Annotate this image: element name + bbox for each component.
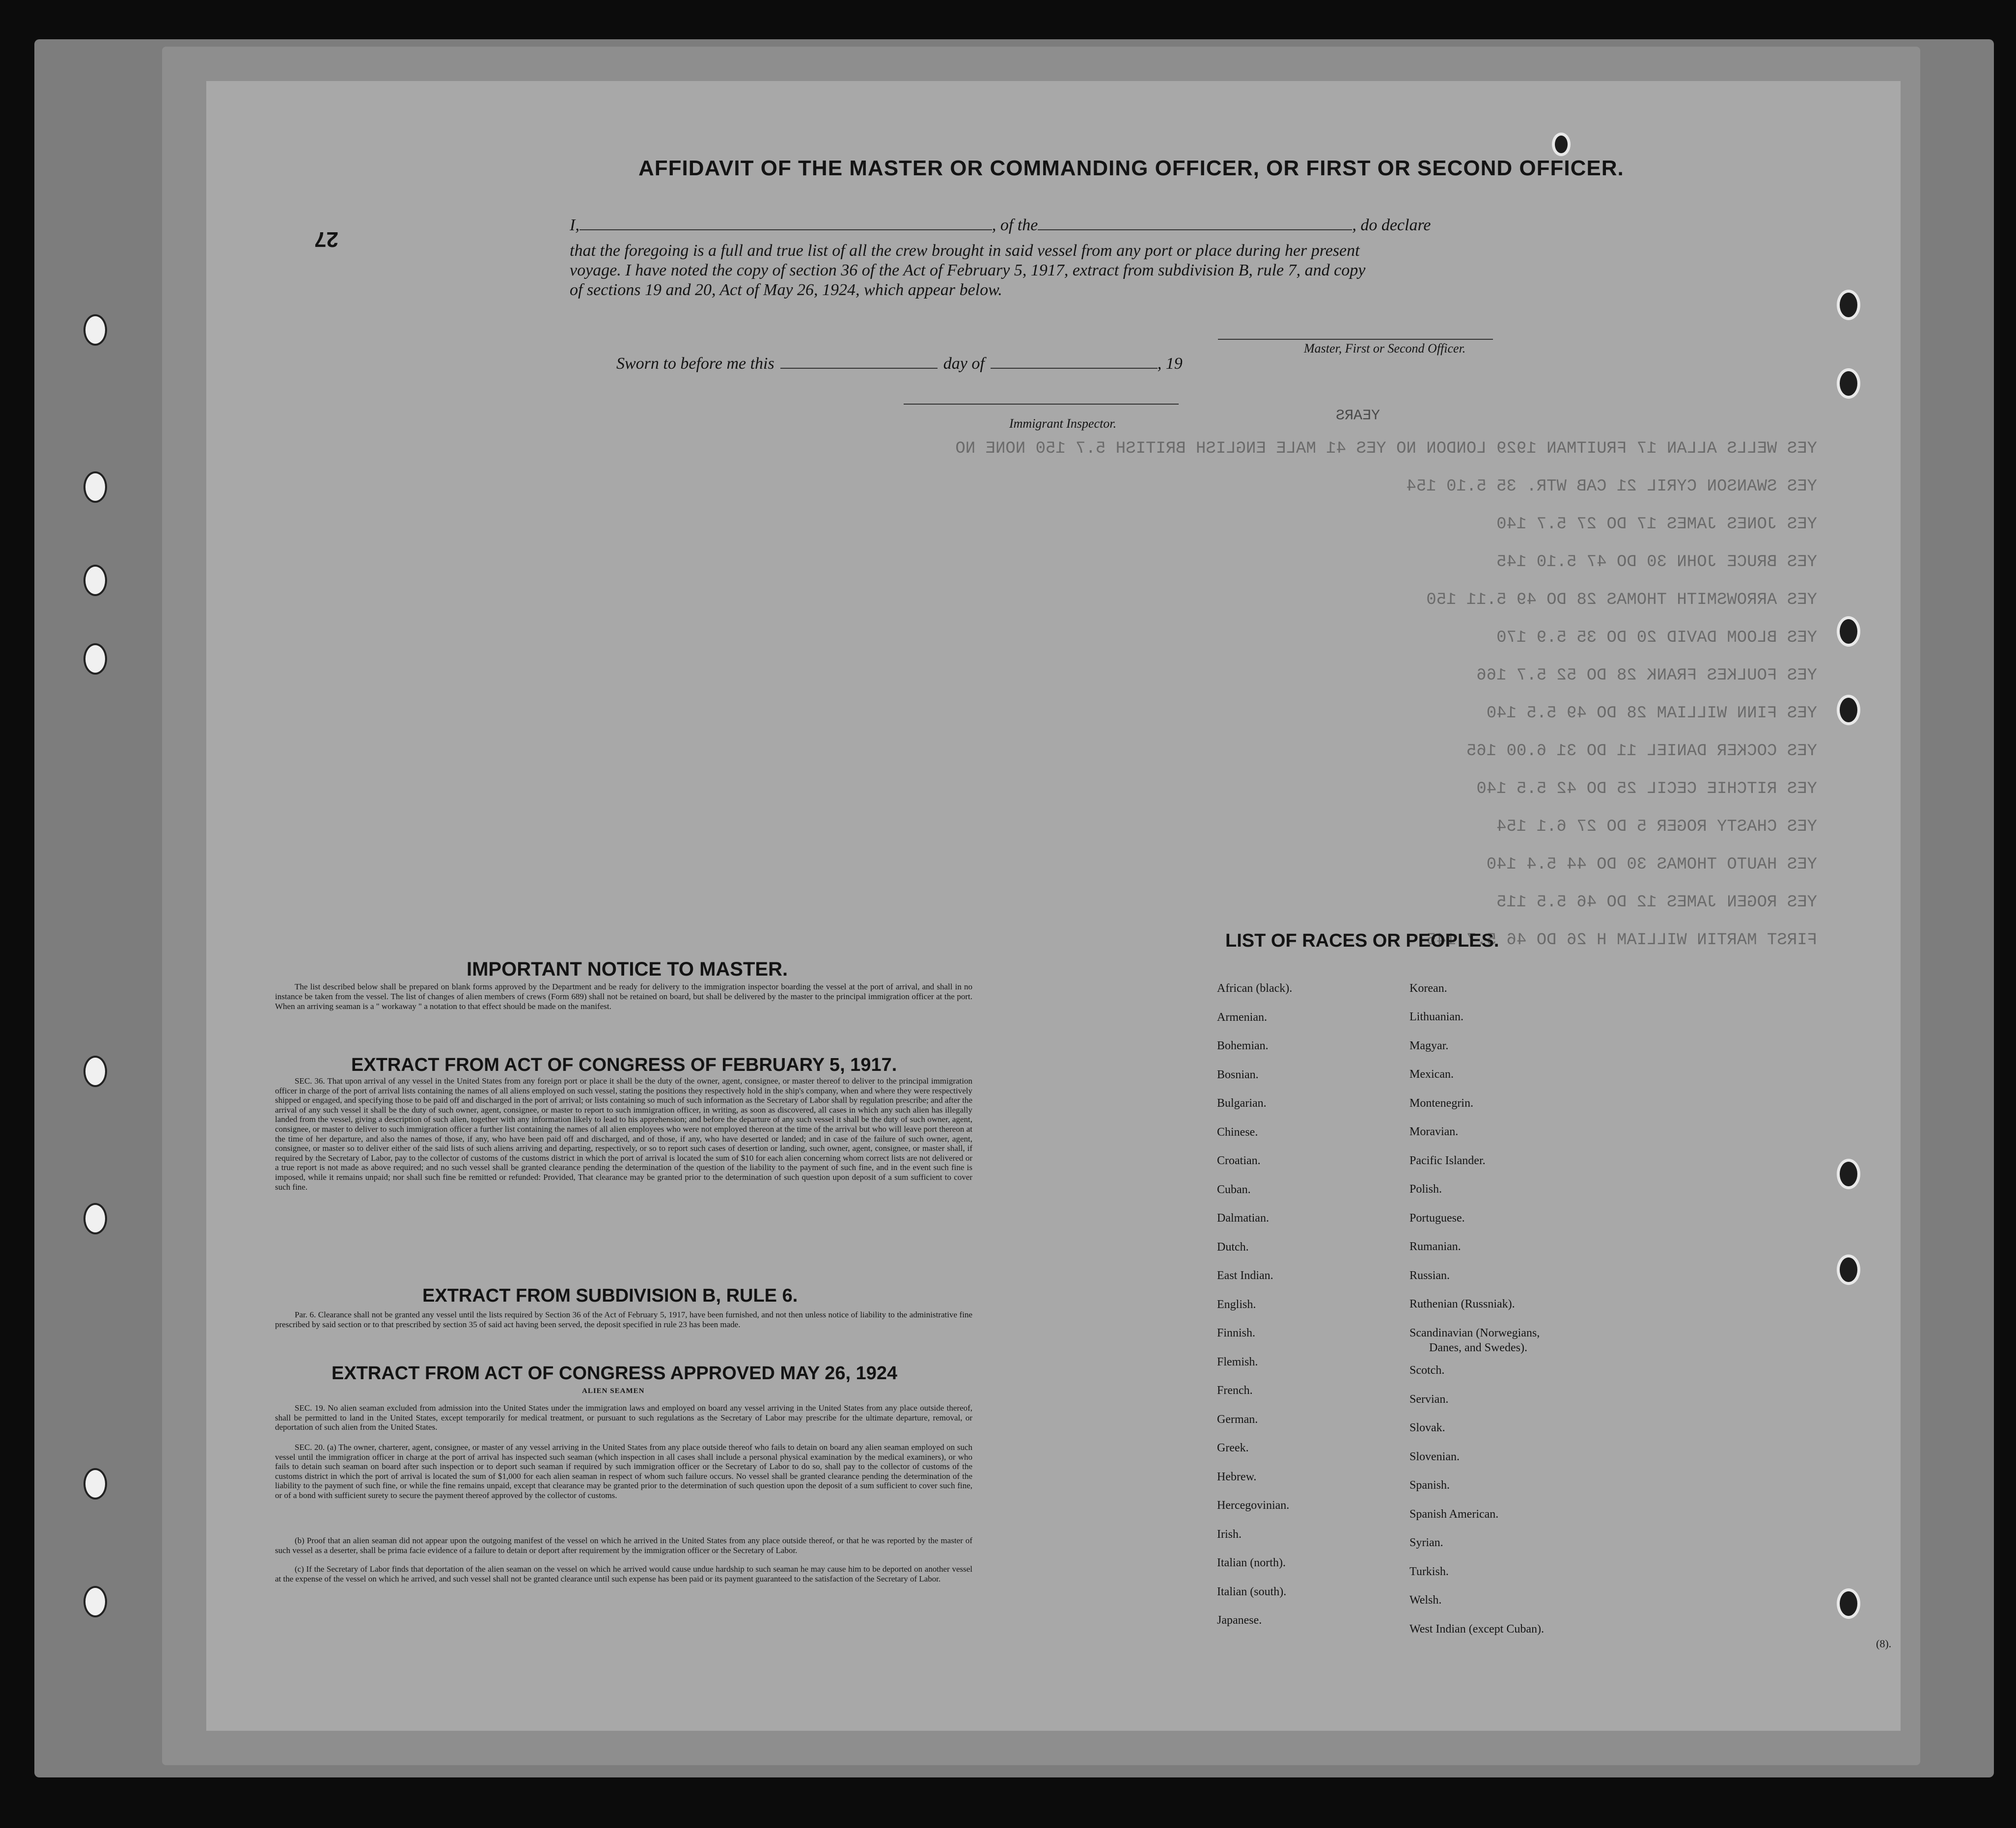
corner-mark: (8). (1876, 1637, 1892, 1650)
race-item: Servian. (1409, 1393, 1449, 1406)
race-item: Mexican. (1409, 1068, 1454, 1081)
race-item: Korean. (1409, 982, 1447, 995)
race-item: Cuban. (1217, 1183, 1251, 1196)
extract-1917-body: SEC. 36. That upon arrival of any vessel in the United States from any foreign port or place it shall be the duty of the owner, agent, consignee, or master thereof to deliver to the principal immigration officer in charge of the port of arrival lists containing the names of all aliens employed on such vessel, stating the positions they respectively hold in the ship's company, when and where they were respectively shipped or engaged, and specifying those to be paid off and discharged in the port of arrival; or lists containing so much of such information as the Secretary of Labor shall by regulation prescribe; and after the arrival of any such vessel it shall be the duty of such owner, agent, consignee, or master to report to such immigration officer, in writing, as soon as discovered, all cases in which any such alien has illegally landed from the vessel, giving a description of such alien, together with any information likely to lead to his apprehension; and before the departure of any such vessel it shall be the duty of such owner, agent, consignee, or master to deliver to such immigration officer a further list containing the names of all alien employees who were not employed thereon at the time of the arrival but who will leave port thereon at the time of her departure, and also the names of those, if any, who have been paid off and discharged, and of those, if any, who have deserted or landed; and in case of the failure of such owner, agent, consignee, or master so to deliver either of the said lists of such aliens arriving and departing, respectively, or so to report such cases of desertion or landing, such owner, agent, consignee, or master shall, if required by the Secretary of Labor, pay to the collector of customs of the customs district in which the port of arrival is located the sum of $10 for each alien concerning whom correct lists are not delivered or a true report is not made as above required; and no such vessel shall be granted clearance pending the determination of the question of the liability to the payment of such fine, and in the event such fine is imposed, while it remains unpaid; nor shall such fine be remitted or refunded: Provided, That clearance may be granted prior to the determination of such question upon deposit of a sum sufficient to cover such fine. (275, 1076, 972, 1192)
race-item: Portuguese. (1409, 1212, 1465, 1225)
race-item: West Indian (except Cuban). (1409, 1623, 1544, 1636)
race-item: Rumanian. (1409, 1240, 1461, 1253)
bleed-through-row: YES CHASTY ROGER 5 DO 27 6.1 154 (1496, 818, 1817, 836)
race-item: Syrian. (1409, 1536, 1443, 1549)
punch-hole-icon (83, 1203, 107, 1234)
race-item: Moravian. (1409, 1125, 1459, 1138)
race-item: German. (1217, 1413, 1258, 1426)
inspector-signature-line[interactable] (904, 404, 1179, 405)
race-item: Scandinavian (Norwegians, (1409, 1327, 1540, 1339)
punch-hole-icon (83, 471, 107, 503)
notice-title: IMPORTANT NOTICE TO MASTER. (467, 958, 788, 980)
punch-hole-icon (83, 643, 107, 675)
affidavit-declare: , do declare (1352, 216, 1431, 234)
race-item: Hercegovinian. (1217, 1499, 1290, 1512)
race-item: Irish. (1217, 1528, 1242, 1541)
alien-seamen-caption: ALIEN SEAMEN (582, 1387, 645, 1395)
race-item: Scotch. (1409, 1364, 1445, 1377)
race-item: African (black). (1217, 982, 1293, 995)
race-item: Finnish. (1217, 1327, 1256, 1339)
extract-1924-sec20c: (c) If the Secretary of Labor finds that deportation of the alien seaman on the vessel on which he arrived would cause undue hardship to such seaman he may cause him to be deported on another vessel at the expense of the vessel on which he arrived, and such vessel shall not be granted clearance until such expense has been paid or its payment guaranteed to the satisfaction of the Secretary of Labor. (275, 1564, 972, 1583)
race-item: Bosnian. (1217, 1068, 1259, 1081)
race-item: Danes, and Swedes). (1429, 1341, 1527, 1354)
bleed-through-row: YES BLOOM DAVID 20 DO 35 5.9 170 (1496, 628, 1817, 647)
bleed-through-row: YES ROGEN JAMES 12 DO 46 5.5 115 (1496, 893, 1817, 912)
race-item: Dalmatian. (1217, 1212, 1269, 1225)
bleed-through-row: YES FOULKES FRANK 28 DO 52 5.7 166 (1476, 666, 1817, 685)
year-prefix: , 19 (1157, 355, 1183, 373)
affidavit-title: AFFIDAVIT OF THE MASTER OR COMMANDING OFFICER, OR FIRST OR SECOND OFFICER. (638, 156, 1624, 180)
race-item: Spanish American. (1409, 1508, 1499, 1521)
races-title: LIST OF RACES OR PEOPLES. (1225, 930, 1499, 951)
affidavit-line-1 (570, 216, 1431, 235)
signature-caption: Master, First or Second Officer. (1304, 341, 1466, 355)
name-blank[interactable] (580, 218, 992, 230)
punch-hole-icon (1837, 695, 1860, 725)
notice-body: The list described below shall be prepared on blank forms approved by the Department and be ready for delivery to the immigration inspector boarding the vessel at the port of arrival, and shall in no instance be taken from the vessel. The list of changes of alien members of crews (Form 689) shall not be retained on board, but shall be delivered by the master to the principal immigration officer at the port. When an arriving seaman is a " workaway " a notation to that effect should be made on the manifest. (275, 982, 972, 1011)
punch-hole-icon (1837, 1159, 1860, 1189)
punch-hole-icon (83, 1468, 107, 1500)
race-item: Pacific Islander. (1409, 1154, 1486, 1167)
bleed-through-row: YES FINN WILLIAM 28 DO 49 5.5 140 (1486, 704, 1817, 723)
inspector-caption: Immigrant Inspector. (1009, 416, 1117, 431)
bleed-through-row: YES BRUCE JOHN 30 DO 47 5.10 145 (1496, 553, 1817, 572)
extract-1924-sec19: SEC. 19. No alien seaman excluded from admission into the United States under the immigration laws and employed on board any vessel arriving in the United States from any place outside thereof, shall be permitted to land in the United States, except temporarily for medical treatment, or pursuant to such regulations as the Secretary of Labor may prescribe for the ultimate departure, removal, or deportation of such alien from the United States. (275, 1403, 972, 1432)
race-item: Ruthenian (Russniak). (1409, 1298, 1515, 1310)
affidavit-line-2: that the foregoing is a full and true list of all the crew brought in said vessel from any port or place during her present (570, 242, 1360, 260)
extract-1917-title: EXTRACT FROM ACT OF CONGRESS OF FEBRUARY 5, 1917. (351, 1055, 897, 1075)
signature-line[interactable] (1218, 339, 1493, 340)
race-item: English. (1217, 1298, 1256, 1311)
race-item: Dutch. (1217, 1240, 1249, 1254)
day-of-text: day of (943, 355, 985, 373)
race-item: Bohemian. (1217, 1039, 1269, 1052)
race-item: Greek. (1217, 1442, 1249, 1454)
race-item: Turkish. (1409, 1565, 1449, 1578)
punch-hole-icon (1837, 616, 1860, 647)
bleed-through-row: FIRST MARTIN WILLIAM H 26 DO 46 5.7 145 (1426, 931, 1817, 950)
bleed-through-row: YES SWANSON CYRIL 21 CAB WTR. 35 5.10 154 (1406, 477, 1817, 496)
bleed-through-row: YES ARROWSMITH THOMAS 28 DO 49 5.11 150 (1426, 591, 1817, 609)
punch-hole-icon (1837, 1588, 1860, 1619)
race-item: Russian. (1409, 1269, 1450, 1282)
bleed-through-row: YES HAUTO THOMAS 30 DO 44 5.4 140 (1486, 855, 1817, 874)
extract-rule6-body: Par. 6. Clearance shall not be granted any vessel until the lists required by Section 36 of the Act of February 5, 1917, have been furnished, and not then unless notice of liability to the administrative fine prescribed by said section or to that prescribed by section 35 of said act having been served, the deposit specified in rule 23 has been made. (275, 1310, 972, 1329)
affidavit-i: I, (570, 216, 580, 234)
extract-rule6-title: EXTRACT FROM SUBDIVISION B, RULE 6. (422, 1285, 798, 1306)
race-item: Welsh. (1409, 1594, 1442, 1607)
race-item: Slovak. (1409, 1421, 1445, 1434)
punch-hole-icon (83, 565, 107, 596)
race-item: Flemish. (1217, 1355, 1258, 1368)
bleed-through-years: YEARS (1336, 408, 1381, 424)
punch-hole-icon (1552, 133, 1571, 156)
bleed-through-row: YES COCKER DANIEL 11 DO 31 6.00 165 (1466, 742, 1817, 761)
month-blank[interactable] (991, 356, 1158, 369)
race-item: Italian (north). (1217, 1556, 1286, 1569)
punch-hole-icon (83, 1586, 107, 1617)
day-blank[interactable] (780, 356, 938, 369)
extract-1924-sec20a: SEC. 20. (a) The owner, charterer, agent, consignee, or master of any vessel arriving in the United States from any place outside thereof who fails to detain on board any alien seaman employed on such vessel until the immigration officer in charge at the port of arrival has inspected such seaman (which inspection in all cases shall include a personal physical examination by the medical examiners), or who fails to detain such seaman on board after such inspection or to deport such seaman if required by such immigration officer or the Secretary of Labor to do so, shall pay to the collector of customs of the customs district in which the port of arrival is located the sum of $1,000 for each alien seaman in respect of whom such failure occurs. No vessel shall be granted clearance pending the determination of the liability to the payment of such fine, or while the fine remains unpaid, except that clearance may be granted prior to the determination of such question upon the deposit of a sum sufficient to cover such fine, or of a bond with sufficient surety to secure the payment thereof approved by the collector of customs. (275, 1443, 972, 1500)
affidavit-line-4: of sections 19 and 20, Act of May 26, 1924, which appear below. (570, 281, 1002, 299)
race-item: French. (1217, 1384, 1253, 1397)
race-item: Italian (south). (1217, 1585, 1287, 1598)
bleed-through-row: YES JONES JAMES 17 DO 27 5.7 140 (1496, 515, 1817, 534)
race-item: Armenian. (1217, 1010, 1267, 1024)
race-item: Polish. (1409, 1183, 1442, 1196)
punch-hole-icon (1837, 1255, 1860, 1285)
bleed-through-row: YES WELLS ALLAN 17 FRUITMAN 1929 LONDON NO YES 41 MALE ENGLISH BRITISH 5.7 150 NONE NO (955, 439, 1817, 458)
race-item: Bulgarian. (1217, 1097, 1267, 1110)
sworn-line (616, 355, 1183, 373)
margin-mark: 27 (314, 227, 338, 251)
punch-hole-icon (83, 314, 107, 346)
vessel-blank[interactable] (1038, 218, 1352, 230)
affidavit-line-3: voyage. I have noted the copy of section 36 of the Act of February 5, 1917, extract from subdivision B, rule 7, and copy (570, 261, 1366, 279)
punch-hole-icon (1837, 368, 1860, 399)
race-item: Magyar. (1409, 1039, 1449, 1052)
race-item: Montenegrin. (1409, 1097, 1473, 1110)
punch-hole-icon (83, 1056, 107, 1087)
race-item: Croatian. (1217, 1154, 1261, 1167)
race-item: Japanese. (1217, 1614, 1262, 1627)
punch-hole-icon (1837, 290, 1860, 320)
race-item: Hebrew. (1217, 1470, 1257, 1483)
race-item: Lithuanian. (1409, 1010, 1464, 1023)
sworn-text: Sworn to before me this (616, 355, 774, 373)
affidavit-of: , of the (992, 216, 1038, 234)
extract-1924-title: EXTRACT FROM ACT OF CONGRESS APPROVED MAY 26, 1924 (331, 1363, 898, 1384)
race-item: Chinese. (1217, 1125, 1258, 1139)
bleed-through-row: YES RITCHIE CECIL 25 DO 42 5.5 140 (1476, 780, 1817, 798)
extract-1924-sec20b: (b) Proof that an alien seaman did not appear upon the outgoing manifest of the vessel on which he arrived in the United States from any place outside thereof, or that he was reported by the master of such vessel as a deserter, shall be prima facie evidence of a failure to detain or deport after requirement by the immigration officer or the Secretary of Labor. (275, 1536, 972, 1555)
race-item: Slovenian. (1409, 1450, 1460, 1463)
race-item: Spanish. (1409, 1479, 1450, 1492)
race-item: East Indian. (1217, 1269, 1273, 1282)
